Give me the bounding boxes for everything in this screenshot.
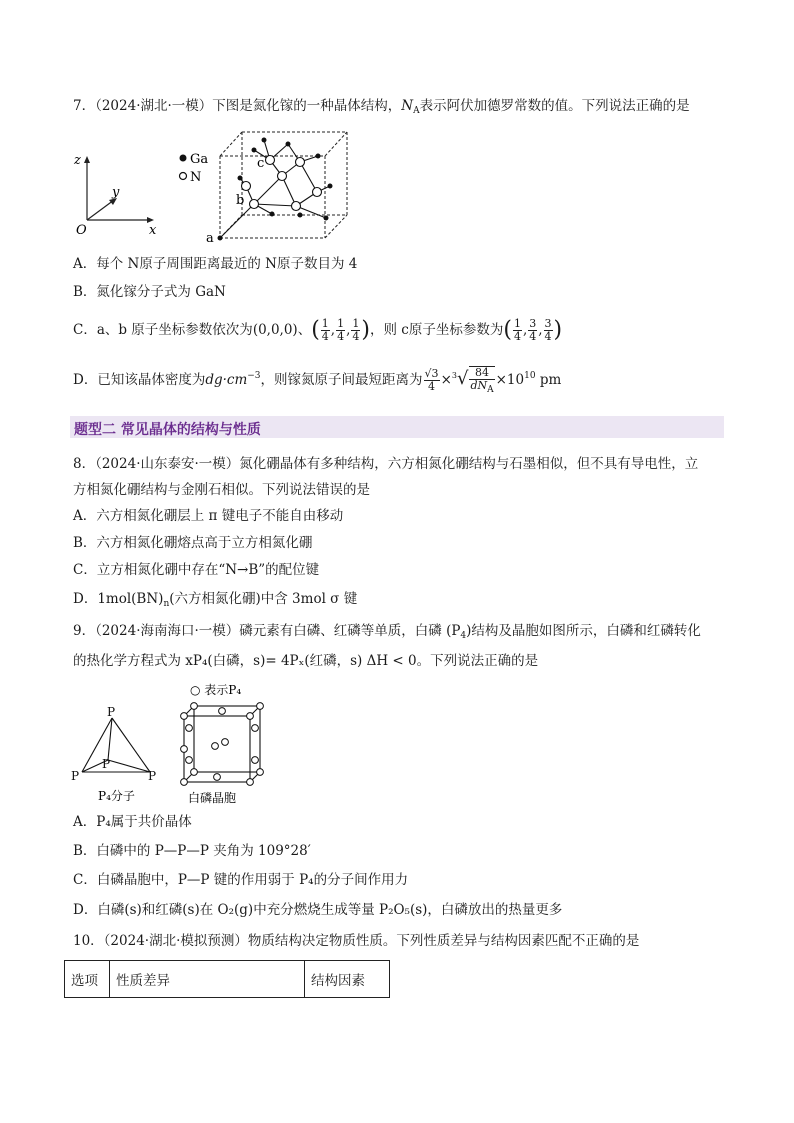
q7-axes-figure [70,150,170,240]
p-atom-top: P [107,706,116,719]
p-atom-left: P [71,769,80,783]
point-a-label: a [206,231,214,246]
q8-stem-line2: 方相氮化硼结构与金刚石相似。下列说法错误的是 [73,482,370,498]
legend-n: N [190,170,202,185]
point-c-label: c [257,156,265,171]
q7-option-d: D．已知该晶体密度为$dg\cdot cm^{-3}$，则镓氮原子间最短距离为 $\frac{√3}{4}$ ×$^3$√ $\frac{84}{dN_A}$ $\times 10^{10}$ pm [73,365,562,395]
p4-molecule-caption: P₄分子 [98,789,135,803]
axis-origin-label: O [76,223,87,238]
gan-crystal-cell-figure [200,120,360,248]
q7-option-a: A．每个 N原子周围距离最近的 N原子数目为 4 [73,256,358,272]
p-atom-right: P [148,769,157,783]
p-atom-middle: P [102,757,111,771]
axis-y-label: y [112,185,120,200]
q8-stem-line1: 8．（2024·山东泰安·一模）氮化硼晶体有多种结构，六方相氮化硼结构与石墨相似，但不具有导电性，立 [73,456,699,472]
table-header-cell: 性质差异 [110,961,305,998]
axis-x-label: x [149,223,157,238]
q9-stem-line1: 9．（2024·海南海口·一模）磷元素有白磷、红磷等单质，白磷 $(P_4)$结构及晶胞如图所示，白磷和红磷转化 [73,623,701,641]
q9-stem-line2: 的热化学方程式为 xP₄(白磷，s)= 4Pₓ(红磷，s) ΔH < 0。下列说法正确的是 [73,653,539,669]
point-b-label: b [236,193,245,208]
q7-stem: 7．（2024·湖北·一模）下图是氮化镓的一种晶体结构，$N_A$表示阿伏加德罗常数的值。下列说法正确的是 [73,98,690,116]
q8-option-a: A．六方相氮化硼层上 π 键电子不能自由移动 [73,508,344,524]
q8-option-d: D．$1mol(BN)_n$(六方相氮化硼)中含 3mol σ 键 [73,591,358,609]
q10-table [64,960,390,998]
q10-stem: 10．（2024·湖北·模拟预测）物质结构决定物质性质。下列性质差异与结构因素匹配不正确的是 [73,933,640,949]
q9-option-d: D．白磷(s)和红磷(s)在 O₂(g)中充分燃烧生成等量 P₂O₅(s)，白磷放出的热量更多 [73,902,563,918]
legend-ga: Ga [190,152,209,167]
table-header-row [65,961,390,998]
p4-molecule-figure [68,706,163,806]
section-title: 题型二 常见晶体的结构与性质 [74,422,261,438]
white-phosphorus-cell-figure [172,680,272,810]
q8-option-c: C．立方相氮化硼中存在“N→B”的配位键 [73,562,320,578]
q9-option-b: B．白磷中的 P—P—P 夹角为 109°28′ [73,843,311,859]
axis-z-label: z [74,153,81,168]
table-header-cell: 结构因素 [305,961,390,998]
q7-option-c: C．a、b 原子坐标参数依次为(0,0,0)、( $\frac{1}{4}$ , $\frac{1}{4}$ , $\frac{1}{4}$ )，则 c原子坐标参数为( $\frac{1}{4}$ , $\frac{3}{4}$ , $\frac{3}{4}$ ) [73,317,563,343]
q9-option-a: A．P₄属于共价晶体 [73,814,192,830]
q9-option-c: C．白磷晶胞中，P—P 键的作用弱于 P₄的分子间作用力 [73,872,409,888]
p4-legend: ○ 表示P₄ [190,683,242,697]
q7-option-b: B．氮化镓分子式为 GaN [73,284,226,300]
table-header-cell: 选项 [65,961,110,998]
q8-option-b: B．六方相氮化硼熔点高于立方相氮化硼 [73,535,313,551]
white-phosphorus-cell-caption: 白磷晶胞 [188,791,237,805]
